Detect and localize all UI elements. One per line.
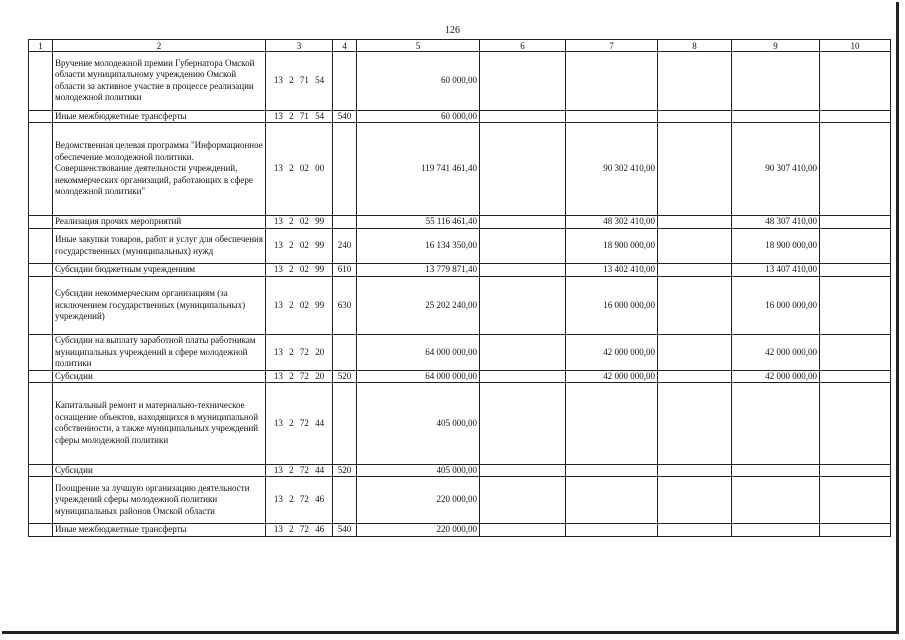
column-header: 4 <box>333 40 357 52</box>
row-index-cell <box>29 110 53 123</box>
column-header: 8 <box>658 40 732 52</box>
row-index-cell <box>29 228 53 264</box>
item-name-cell: Реализация прочих мероприятий <box>53 216 266 229</box>
empty-col6-cell <box>480 276 566 335</box>
classification-code-cell: 13 2 02 99 <box>266 276 333 335</box>
amount-col9-cell <box>732 52 820 111</box>
item-name-cell: Иные межбюджетные трансферты <box>53 110 266 123</box>
amount-col7-cell: 42 000 000,00 <box>566 370 658 383</box>
row-index-cell <box>29 524 53 537</box>
classification-code-cell: 13 2 72 46 <box>266 524 333 537</box>
expense-type-cell <box>333 52 357 111</box>
empty-col8-cell <box>658 276 732 335</box>
classification-code-cell: 13 2 02 99 <box>266 228 333 264</box>
empty-col8-cell <box>658 216 732 229</box>
amount-col7-cell <box>566 464 658 477</box>
table-row <box>29 464 891 477</box>
amount-col9-cell <box>732 110 820 123</box>
amount-col5-cell: 60 000,00 <box>357 110 480 123</box>
amount-col7-cell: 18 900 000,00 <box>566 228 658 264</box>
amount-col5-cell: 220 000,00 <box>357 524 480 537</box>
column-header: 7 <box>566 40 658 52</box>
empty-col6-cell <box>480 216 566 229</box>
empty-col6-cell <box>480 524 566 537</box>
table-row <box>29 524 891 537</box>
empty-col10-cell <box>820 383 891 465</box>
expense-type-cell: 630 <box>333 276 357 335</box>
item-name-cell: Субсидии на выплату заработной платы работникам муниципальных учреждений в сфере молодежной политики <box>53 335 266 371</box>
amount-col7-cell: 16 000 000,00 <box>566 276 658 335</box>
column-header: 5 <box>357 40 480 52</box>
item-name-cell: Поощрение за лучшую организацию деятельности учреждений сферы молодежной политики муниципальных районов Омской области <box>53 477 266 524</box>
amount-col7-cell: 13 402 410,00 <box>566 264 658 277</box>
amount-col5-cell: 64 000 000,00 <box>357 335 480 371</box>
column-header: 6 <box>480 40 566 52</box>
table-row <box>29 276 891 335</box>
expense-type-cell: 520 <box>333 370 357 383</box>
row-index-cell <box>29 383 53 465</box>
empty-col8-cell <box>658 228 732 264</box>
expense-type-cell: 540 <box>333 110 357 123</box>
amount-col5-cell: 16 134 350,00 <box>357 228 480 264</box>
expense-type-cell <box>333 123 357 216</box>
empty-col6-cell <box>480 335 566 371</box>
classification-code-cell: 13 2 02 00 <box>266 123 333 216</box>
item-name-cell: Субсидии некоммерческим организациям (за исключением государственных (муниципальных) учреждений) <box>53 276 266 335</box>
empty-col6-cell <box>480 110 566 123</box>
amount-col7-cell <box>566 383 658 465</box>
table-row <box>29 216 891 229</box>
table-row <box>29 52 891 111</box>
item-name-cell: Капитальный ремонт и материально-техническое оснащение объектов, находящихся в муниципальной собственности, а также муниципальных учреждений сферы молодежной политики <box>53 383 266 465</box>
column-header: 1 <box>29 40 53 52</box>
amount-col9-cell <box>732 464 820 477</box>
item-name-cell: Вручение молодежной премии Губернатора Омской области муниципальному учреждению Омской области за активное участие в процессе реализации молодежной политики <box>53 52 266 111</box>
empty-col6-cell <box>480 228 566 264</box>
empty-col10-cell <box>820 110 891 123</box>
row-index-cell <box>29 123 53 216</box>
row-index-cell <box>29 52 53 111</box>
amount-col5-cell: 64 000 000,00 <box>357 370 480 383</box>
amount-col5-cell: 405 000,00 <box>357 464 480 477</box>
amount-col5-cell: 13 779 871,40 <box>357 264 480 277</box>
empty-col6-cell <box>480 383 566 465</box>
empty-col6-cell <box>480 370 566 383</box>
empty-col8-cell <box>658 524 732 537</box>
amount-col7-cell <box>566 110 658 123</box>
amount-col7-cell <box>566 524 658 537</box>
empty-col10-cell <box>820 216 891 229</box>
expense-type-cell: 520 <box>333 464 357 477</box>
empty-col10-cell <box>820 335 891 371</box>
header-row <box>29 40 891 52</box>
classification-code-cell: 13 2 02 99 <box>266 264 333 277</box>
table-row <box>29 264 891 277</box>
classification-code-cell: 13 2 72 44 <box>266 383 333 465</box>
table-row <box>29 123 891 216</box>
expense-type-cell: 540 <box>333 524 357 537</box>
empty-col10-cell <box>820 264 891 277</box>
amount-col5-cell: 60 000,00 <box>357 52 480 111</box>
table-row <box>29 110 891 123</box>
empty-col10-cell <box>820 370 891 383</box>
table-row <box>29 383 891 465</box>
column-header: 10 <box>820 40 891 52</box>
empty-col6-cell <box>480 477 566 524</box>
amount-col5-cell: 405 000,00 <box>357 383 480 465</box>
page-number: 126 <box>445 25 460 36</box>
amount-col9-cell <box>732 524 820 537</box>
empty-col10-cell <box>820 276 891 335</box>
empty-col8-cell <box>658 123 732 216</box>
amount-col9-cell: 13 407 410,00 <box>732 264 820 277</box>
classification-code-cell: 13 2 02 99 <box>266 216 333 229</box>
empty-col8-cell <box>658 383 732 465</box>
classification-code-cell: 13 2 72 46 <box>266 477 333 524</box>
empty-col8-cell <box>658 52 732 111</box>
empty-col10-cell <box>820 524 891 537</box>
empty-col10-cell <box>820 464 891 477</box>
item-name-cell: Субсидии бюджетным учреждениям <box>53 264 266 277</box>
empty-col8-cell <box>658 464 732 477</box>
column-header: 2 <box>53 40 266 52</box>
item-name-cell: Иные закупки товаров, работ и услуг для обеспечения государственных (муниципальных) нужд <box>53 228 266 264</box>
amount-col5-cell: 220 000,00 <box>357 477 480 524</box>
row-index-cell <box>29 477 53 524</box>
expense-type-cell <box>333 383 357 465</box>
expense-type-cell <box>333 216 357 229</box>
row-index-cell <box>29 216 53 229</box>
empty-col10-cell <box>820 477 891 524</box>
empty-col10-cell <box>820 123 891 216</box>
amount-col9-cell: 42 000 000,00 <box>732 370 820 383</box>
item-name-cell: Субсидии <box>53 370 266 383</box>
table-row <box>29 335 891 371</box>
amount-col9-cell: 16 000 000,00 <box>732 276 820 335</box>
empty-col6-cell <box>480 52 566 111</box>
classification-code-cell: 13 2 72 44 <box>266 464 333 477</box>
empty-col8-cell <box>658 264 732 277</box>
item-name-cell: Субсидии <box>53 464 266 477</box>
empty-col8-cell <box>658 477 732 524</box>
column-header: 3 <box>266 40 333 52</box>
table-row <box>29 228 891 264</box>
amount-col7-cell: 90 302 410,00 <box>566 123 658 216</box>
classification-code-cell: 13 2 71 54 <box>266 110 333 123</box>
table-row <box>29 370 891 383</box>
amount-col5-cell: 25 202 240,00 <box>357 276 480 335</box>
row-index-cell <box>29 370 53 383</box>
empty-col10-cell <box>820 228 891 264</box>
item-name-cell: Иные межбюджетные трансферты <box>53 524 266 537</box>
amount-col9-cell: 48 307 410,00 <box>732 216 820 229</box>
empty-col8-cell <box>658 335 732 371</box>
empty-col6-cell <box>480 264 566 277</box>
row-index-cell <box>29 264 53 277</box>
table-body <box>29 52 891 537</box>
expense-type-cell: 240 <box>333 228 357 264</box>
amount-col5-cell: 55 116 461,40 <box>357 216 480 229</box>
row-index-cell <box>29 464 53 477</box>
empty-col6-cell <box>480 123 566 216</box>
empty-col8-cell <box>658 370 732 383</box>
empty-col10-cell <box>820 52 891 111</box>
amount-col7-cell: 48 302 410,00 <box>566 216 658 229</box>
amount-col7-cell <box>566 477 658 524</box>
expense-type-cell: 610 <box>333 264 357 277</box>
amount-col7-cell <box>566 52 658 111</box>
amount-col7-cell: 42 000 000,00 <box>566 335 658 371</box>
classification-code-cell: 13 2 72 20 <box>266 335 333 371</box>
amount-col9-cell: 42 000 000,00 <box>732 335 820 371</box>
classification-code-cell: 13 2 72 20 <box>266 370 333 383</box>
budget-table <box>28 39 891 537</box>
amount-col9-cell <box>732 477 820 524</box>
amount-col9-cell: 90 307 410,00 <box>732 123 820 216</box>
expense-type-cell <box>333 335 357 371</box>
column-header: 9 <box>732 40 820 52</box>
amount-col9-cell <box>732 383 820 465</box>
empty-col6-cell <box>480 464 566 477</box>
empty-col8-cell <box>658 110 732 123</box>
expense-type-cell <box>333 477 357 524</box>
row-index-cell <box>29 335 53 371</box>
classification-code-cell: 13 2 71 54 <box>266 52 333 111</box>
item-name-cell: Ведомственная целевая программа "Информационное обеспечение молодежной политики. Совершенствование деятельности учреждений, некоммерческих организаций, работающих в сфере молодежной политики" <box>53 123 266 216</box>
amount-col9-cell: 18 900 000,00 <box>732 228 820 264</box>
table-row <box>29 477 891 524</box>
row-index-cell <box>29 276 53 335</box>
amount-col5-cell: 119 741 461,40 <box>357 123 480 216</box>
